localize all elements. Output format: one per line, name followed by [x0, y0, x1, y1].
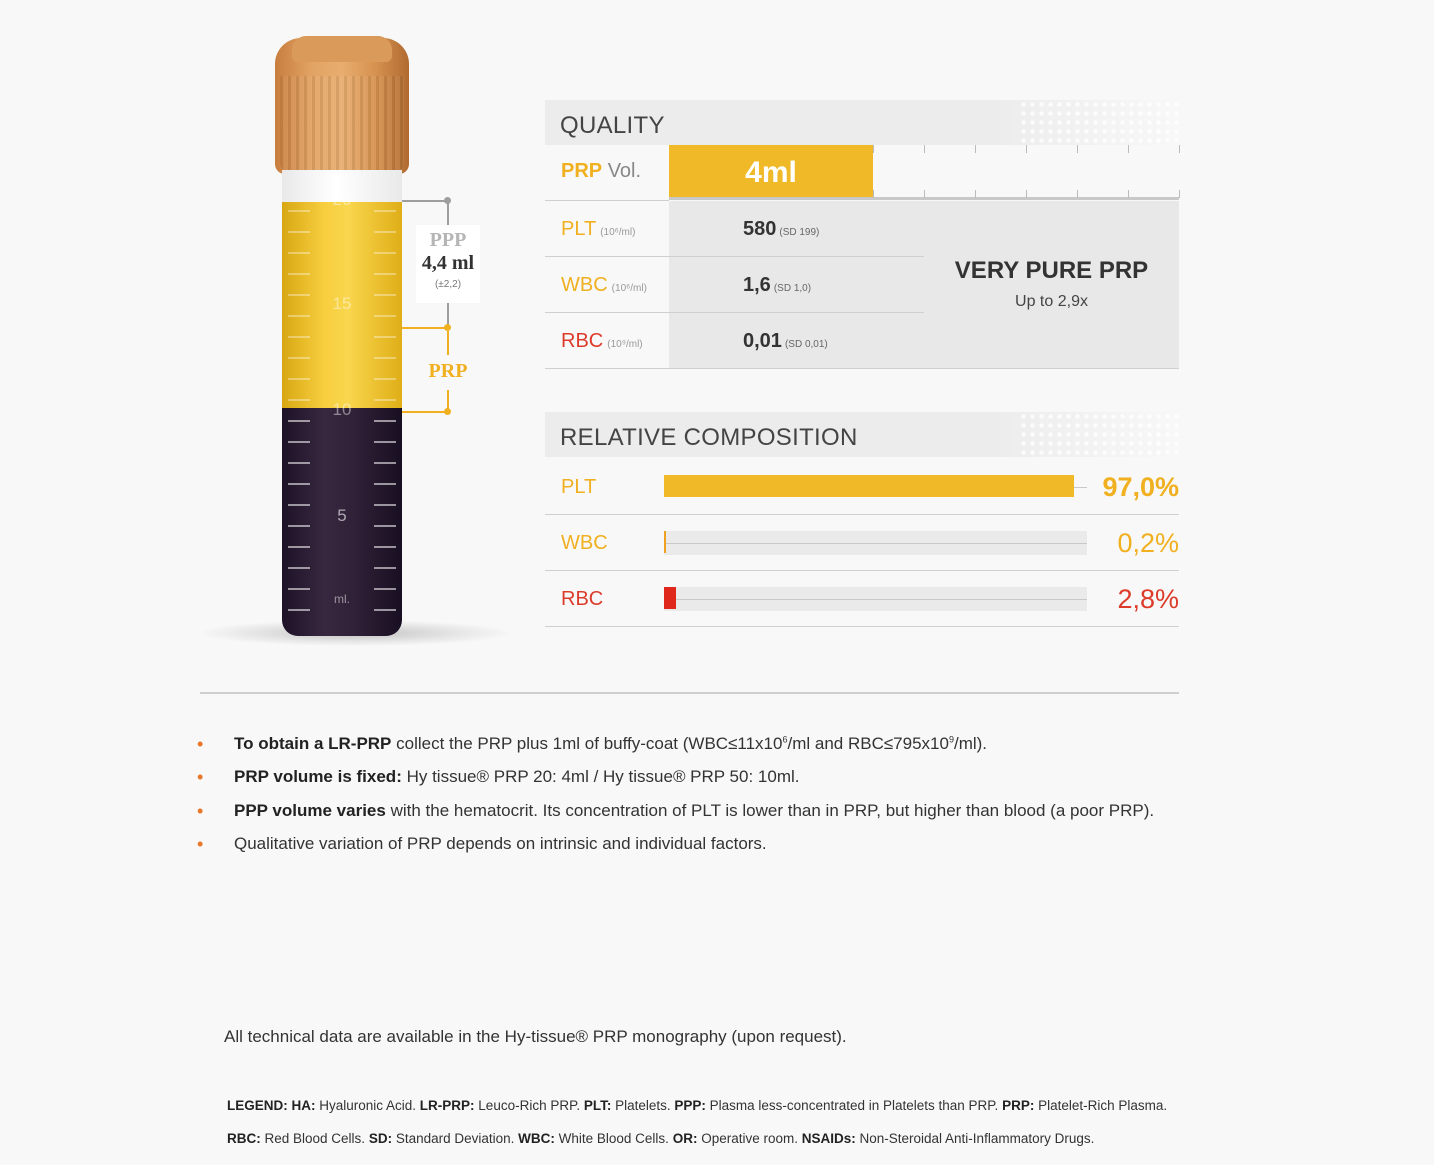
ruler-tick [1128, 145, 1129, 153]
scale-tick [374, 525, 396, 527]
ppp-sd: (±2,2) [434, 279, 462, 290]
quality-row-rbc-value [743, 330, 828, 353]
ruler-tick [924, 190, 925, 198]
legend-term: LEGEND: HA: [227, 1098, 316, 1113]
bullet-text: /ml). [953, 734, 988, 753]
scale-tick [288, 441, 310, 443]
prp-top-dot [444, 324, 451, 331]
scale-tick [374, 504, 396, 506]
scale-tick [374, 420, 396, 422]
legend-line-2 [227, 1131, 1094, 1146]
legend-term: NSAIDs: [801, 1131, 856, 1146]
header-dot-pattern [1019, 412, 1179, 457]
quality-row-plt-label [561, 218, 635, 241]
scale-label-5: 5 [337, 506, 347, 525]
row-separator [545, 200, 669, 201]
scale-tick [288, 336, 310, 338]
scale-tick [374, 336, 396, 338]
row-separator [545, 312, 924, 313]
legend-term: PLT: [583, 1098, 612, 1113]
legend-term: OR: [672, 1131, 698, 1146]
scale-tick [288, 210, 310, 212]
prp-bracket-top [447, 331, 449, 355]
bullet-text: /ml and RBC≤795x10 [787, 734, 949, 753]
prp-callout: PRP [428, 360, 468, 382]
legend-term: SD: [368, 1131, 393, 1146]
scale-tick [374, 462, 396, 464]
scale-tick [374, 483, 396, 485]
purity-subtitle: Up to 2,9x [1015, 293, 1088, 310]
ruler-tick [873, 190, 874, 198]
bullet-bold: PRP volume is fixed: [234, 767, 402, 786]
legend-def: Platelet-Rich Plasma. [1034, 1098, 1168, 1113]
scale-tick [288, 273, 310, 275]
row-separator [545, 626, 1179, 627]
legend-def: Standard Deviation. [392, 1131, 519, 1146]
legend-def: Hyaluronic Acid. [315, 1098, 420, 1113]
prp-vol-label-bold: PRP [561, 160, 603, 182]
scale-tick [288, 357, 310, 359]
legend-term: PRP: [1002, 1098, 1035, 1113]
composition-rbc-label: RBC [561, 588, 604, 610]
scale-tick [288, 483, 310, 485]
quality-row-name: PLT [561, 218, 597, 240]
prp-vol-bar: 4ml [669, 145, 873, 199]
composition-wbc-bar [664, 531, 666, 553]
composition-rbc-bar [664, 587, 676, 609]
ruler-tick [924, 145, 925, 153]
section-divider [200, 692, 1179, 694]
scale-label-20: 20 [332, 190, 352, 209]
quality-row-unit: (10⁶/ml) [600, 227, 636, 238]
bullet-dot: • [197, 834, 204, 854]
legend-term: RBC: [227, 1131, 261, 1146]
ppp-volume: 4,4 ml [421, 252, 475, 274]
tube-cap-ridges [280, 76, 404, 172]
tube-cap-top [292, 36, 392, 62]
legend-def: Operative room. [697, 1131, 802, 1146]
scale-tick [374, 294, 396, 296]
ruler-tick [1077, 190, 1078, 198]
scale-tick [288, 462, 310, 464]
row-separator [545, 256, 924, 257]
legend-term: LR-PRP: [419, 1098, 475, 1113]
scale-tick [374, 609, 396, 611]
quality-row-unit: (10⁹/ml) [607, 339, 643, 350]
prp-tube-illustration [180, 30, 510, 660]
scale-tick [374, 252, 396, 254]
quality-row-value: 580 [743, 218, 777, 240]
quality-row-wbc-value [743, 274, 811, 297]
scale-tick [374, 315, 396, 317]
table-bottom-line [545, 368, 1179, 369]
ruler-tick [1128, 190, 1129, 198]
legend-def: White Blood Cells. [554, 1131, 673, 1146]
scale-tick [288, 315, 310, 317]
scale-tick [288, 399, 310, 401]
composition-wbc-label: WBC [561, 532, 608, 554]
quality-row-plt-value [743, 218, 819, 241]
purity-panel [924, 201, 1179, 368]
composition-wbc-track-line [664, 543, 1087, 544]
ruler-tick [1077, 145, 1078, 153]
legend-def: Red Blood Cells. [260, 1131, 369, 1146]
prp-bottom-line [402, 411, 448, 413]
ruler-tick [975, 190, 976, 198]
scale-tick [374, 231, 396, 233]
ppp-bracket-bottom [447, 303, 449, 325]
scale-tick [288, 504, 310, 506]
legend-line-1 [227, 1098, 1167, 1113]
scale-tick [288, 294, 310, 296]
scale-tick [374, 546, 396, 548]
header-dot-pattern [1019, 100, 1179, 145]
quality-header [545, 100, 1179, 145]
legend-term: PPP: [674, 1098, 706, 1113]
bullet-dot: • [197, 801, 204, 821]
legend-def: Plasma less-concentrated in Platelets than PRP. [705, 1098, 1003, 1113]
composition-wbc-value: 0,2% [1117, 528, 1179, 558]
scale-tick [288, 252, 310, 254]
scale-tick [374, 357, 396, 359]
bullet-ppp-volume [234, 801, 1154, 821]
composition-rbc-track-line [664, 599, 1087, 600]
quality-row-wbc-label [561, 274, 647, 297]
bullet-text: Qualitative variation of PRP depends on intrinsic and individual factors. [234, 834, 767, 853]
ppp-top-line [402, 200, 448, 202]
scale-tick [288, 525, 310, 527]
prp-bottom-dot [444, 408, 451, 415]
prp-top-line [402, 327, 448, 329]
legend-def: Leuco-Rich PRP. [474, 1098, 584, 1113]
quality-row-value: 0,01 [743, 330, 782, 352]
legend-def: Non-Steroidal Anti-Inflammatory Drugs. [855, 1131, 1095, 1146]
scale-tick [374, 273, 396, 275]
bullet-qualitative [234, 834, 767, 854]
scale-tick [288, 609, 310, 611]
scale-tick [288, 378, 310, 380]
composition-title: RELATIVE COMPOSITION [560, 424, 858, 451]
scale-tick [374, 399, 396, 401]
bullet-prp-volume [234, 767, 799, 787]
composition-plt-value: 97,0% [1102, 472, 1179, 502]
ppp-title: PPP [429, 229, 467, 251]
quality-row-rbc-label [561, 330, 643, 353]
scale-tick [374, 378, 396, 380]
bullet-text: collect the PRP plus 1ml of buffy-coat (WBC≤11x10 [391, 734, 783, 753]
prp-bracket-bottom [447, 390, 449, 410]
scale-tick [374, 210, 396, 212]
quality-row-sd: (SD 199) [779, 227, 820, 238]
quality-row-sd: (SD 1,0) [773, 283, 812, 294]
bullet-dot: • [197, 767, 204, 787]
scale-tick [374, 441, 396, 443]
quality-row-name: RBC [561, 330, 604, 352]
bullet-bold: PPP volume varies [234, 801, 386, 820]
scale-tick [288, 588, 310, 590]
prp-vol-label [561, 160, 641, 183]
legend-def: Platelets. [611, 1098, 675, 1113]
scale-tick [288, 546, 310, 548]
bullet-bold: To obtain a LR-PRP [234, 734, 392, 753]
ppp-bracket-top [447, 203, 449, 225]
quality-row-value: 1,6 [743, 274, 771, 296]
row-separator [545, 514, 1179, 515]
quality-row-sd: (SD 0,01) [784, 339, 828, 350]
ruler-tick [1179, 190, 1180, 198]
tube-body [282, 170, 402, 636]
ruler-tick [1179, 145, 1180, 153]
composition-plt-bar [664, 475, 1074, 497]
quality-row-unit: (10⁶/ml) [611, 283, 647, 294]
bullet-text: with the hematocrit. Its concentration of PLT is lower than in PRP, but higher than blood (a poor PRP). [385, 801, 1155, 820]
scale-label-10: 10 [332, 400, 352, 419]
scale-tick [374, 567, 396, 569]
ruler-tick [1026, 190, 1027, 198]
scale-label-ml: ml. [334, 592, 350, 606]
purity-title: VERY PURE PRP [954, 257, 1149, 284]
row-separator [545, 570, 1179, 571]
ruler-tick [1026, 145, 1027, 153]
bullet-dot: • [197, 734, 204, 754]
legend-term: WBC: [518, 1131, 555, 1146]
bullet-lr-prp [234, 734, 987, 754]
prp-vol-label-text: Vol. [607, 160, 642, 182]
scale-label-15: 15 [332, 294, 352, 313]
scale-tick [288, 420, 310, 422]
composition-plt-label: PLT [561, 476, 597, 498]
quality-row-name: WBC [561, 274, 608, 296]
ruler-tick [873, 145, 874, 153]
bullet-text: Hy tissue® PRP 20: 4ml / Hy tissue® PRP 50: 10ml. [401, 767, 800, 786]
scale-tick [374, 588, 396, 590]
composition-header [545, 412, 1179, 457]
quality-title: QUALITY [560, 112, 665, 139]
composition-rbc-value: 2,8% [1117, 584, 1179, 614]
ruler-tick [975, 145, 976, 153]
scale-tick [288, 567, 310, 569]
footnote: All technical data are available in the Hy-tissue® PRP monography (upon request). [224, 1027, 847, 1046]
ppp-callout [416, 225, 480, 303]
bullet-sup: 6 [782, 734, 788, 745]
bullet-sup: 9 [948, 734, 954, 745]
scale-tick [288, 231, 310, 233]
